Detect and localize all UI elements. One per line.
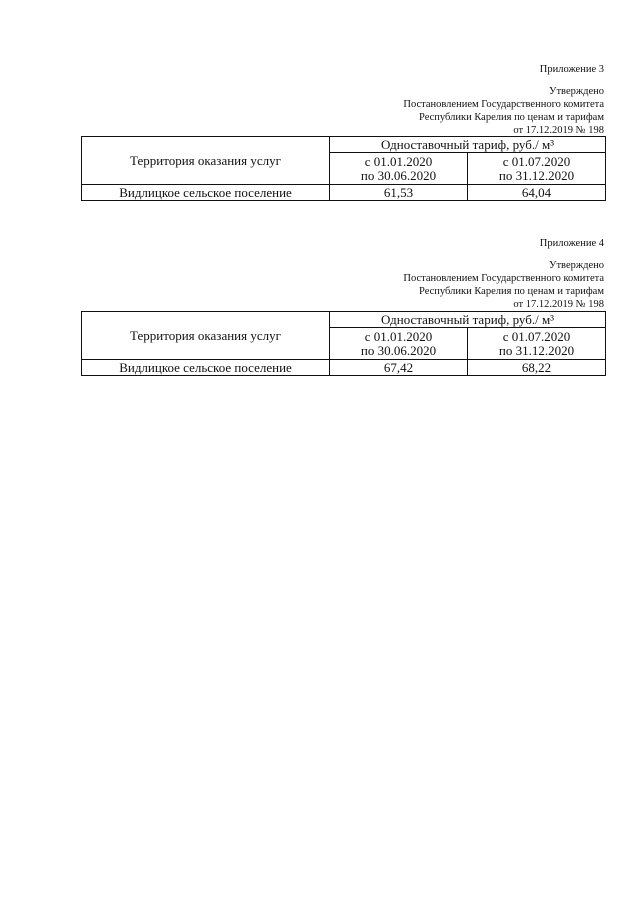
- period-1: [330, 328, 468, 360]
- period-from: с 01.01.2020: [364, 153, 433, 169]
- territory-header: Территория оказания услуг: [82, 312, 330, 360]
- decree-date: от 17.12.2019 № 198: [513, 299, 604, 310]
- tariff-value-2: 64,04: [468, 185, 606, 201]
- table-row: [82, 185, 606, 201]
- territory-header: Территория оказания услуг: [82, 137, 330, 185]
- period-from: с 01.01.2020: [364, 328, 433, 344]
- tariff-value-1: 67,42: [330, 360, 468, 376]
- period-to: по 30.06.2020: [360, 342, 437, 358]
- period-to: по 31.12.2020: [498, 342, 575, 358]
- appendix-number: Приложение 3: [539, 64, 604, 75]
- period-2: [468, 328, 606, 360]
- tariff-header: Одноставочный тариф, руб./ м³: [330, 312, 606, 328]
- tariff-header: Одноставочный тариф, руб./ м³: [330, 137, 606, 153]
- decree-line-1: Постановлением Государственного комитета: [403, 99, 604, 110]
- tariff-value-1: 61,53: [330, 185, 468, 201]
- decree-line-1: Постановлением Государственного комитета: [403, 273, 604, 284]
- appendix-number: Приложение 4: [539, 238, 604, 249]
- tariff-value-2: 68,22: [468, 360, 606, 376]
- decree-line-2: Республики Карелия по ценам и тарифам: [419, 112, 604, 123]
- appendix-header: [403, 237, 604, 311]
- territory-name: Видлицкое сельское поселение: [82, 360, 330, 376]
- table-row: [82, 360, 606, 376]
- period-from: с 01.07.2020: [502, 153, 571, 169]
- tariff-table: [81, 136, 606, 201]
- approved-label: Утверждено: [549, 260, 604, 271]
- period-2: [468, 153, 606, 185]
- tariff-table: [81, 311, 606, 376]
- period-from: с 01.07.2020: [502, 328, 571, 344]
- territory-name: Видлицкое сельское поселение: [82, 185, 330, 201]
- decree-line-2: Республики Карелия по ценам и тарифам: [419, 286, 604, 297]
- period-to: по 30.06.2020: [360, 167, 437, 183]
- period-1: [330, 153, 468, 185]
- decree-date: от 17.12.2019 № 198: [513, 125, 604, 136]
- period-to: по 31.12.2020: [498, 167, 575, 183]
- approved-label: Утверждено: [549, 86, 604, 97]
- appendix-header: [403, 63, 604, 137]
